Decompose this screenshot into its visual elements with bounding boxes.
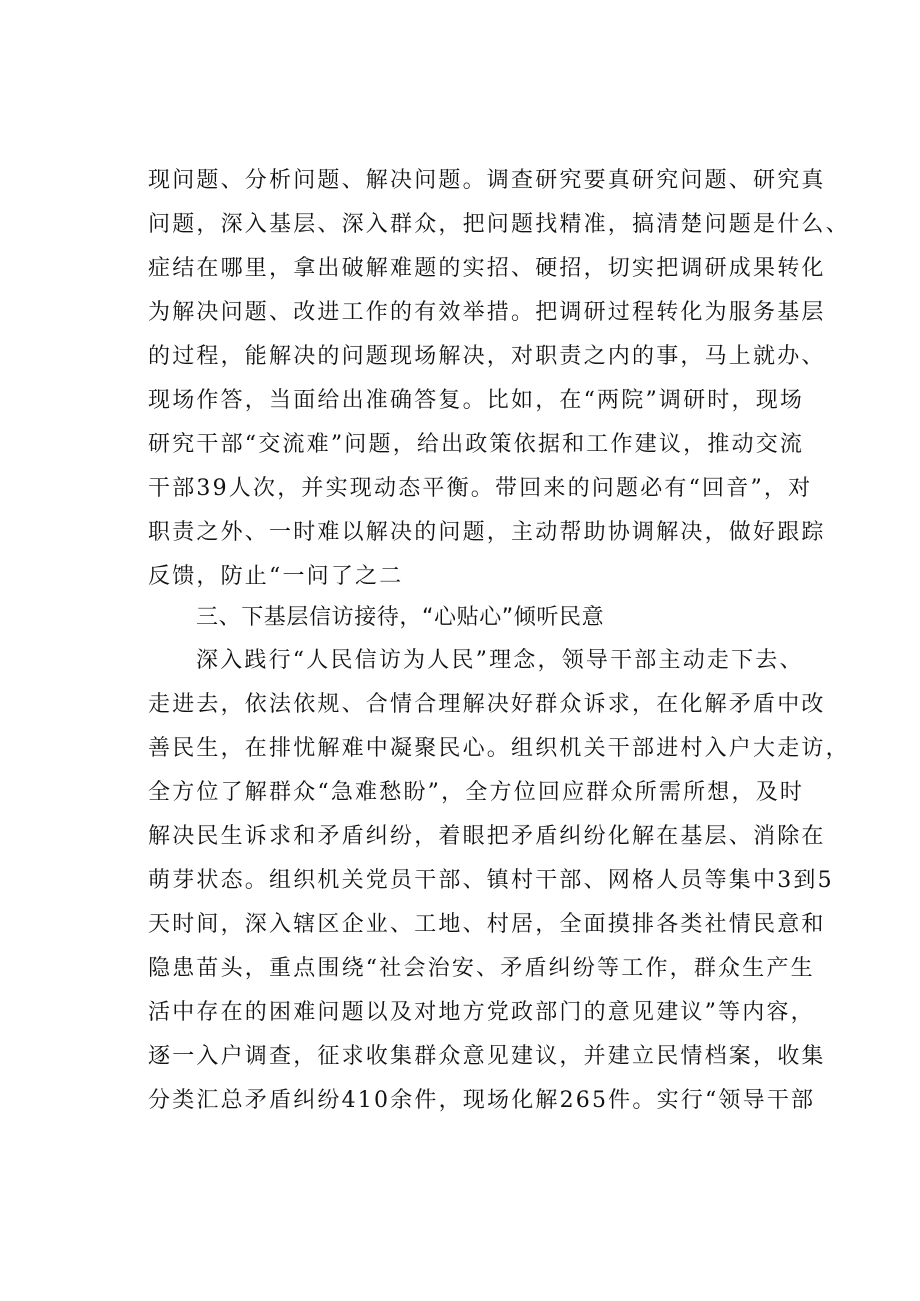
paragraph-line: 萌芽状态。组织机关党员干部、镇村干部、网格人员等集中3到5 — [148, 868, 834, 893]
paragraph-line: 解决民生诉求和矛盾纠纷，着眼把矛盾纠纷化解在基层、消除在 — [148, 824, 826, 849]
paragraph-line: 深入践行“人民信访为人民”理念，领导干部主动走下去、 — [196, 648, 804, 673]
paragraph-line: 现场作答，当面给出准确答复。比如，在“两院”调研时，现场 — [148, 388, 805, 413]
paragraph-line: 天时间，深入辖区企业、工地、村居，全面摸排各类社情民意和 — [148, 912, 826, 937]
paragraph-line: 善民生，在排忧解难中凝聚民心。组织机关干部进村入户大走访， — [148, 736, 850, 761]
paragraph-line: 为解决问题、改进工作的有效举措。把调研过程转化为服务基层 — [148, 300, 826, 325]
paragraph-line: 职责之外、一时难以解决的问题，主动帮助协调解决，做好跟踪 — [148, 520, 826, 545]
paragraph-line: 现问题、分析问题、解决问题。调查研究要真研究问题、研究真 — [148, 168, 826, 193]
paragraph-line: 全方位了解群众“急难愁盼”，全方位回应群众所需所想，及时 — [148, 780, 805, 805]
paragraph-line: 反馈，防止“一问了之二 — [148, 564, 404, 589]
paragraph-line: 干部39人次，并实现动态平衡。带回来的问题必有“回音”，对 — [148, 476, 813, 501]
paragraph-line: 活中存在的困难问题以及对地方党政部门的意见建议”等内容， — [148, 1000, 815, 1025]
paragraph-line: 走进去，依法依规、合情合理解决好群众诉求，在化解矛盾中改 — [148, 692, 826, 717]
paragraph-line: 的过程，能解决的问题现场解决，对职责之内的事，马上就办、 — [148, 344, 826, 369]
paragraph-line: 研究干部“交流难”问题，给出政策依据和工作建议，推动交流 — [148, 432, 805, 457]
paragraph-line: 逐一入户调查，征求收集群众意见建议，并建立民情档案，收集 — [148, 1044, 826, 1069]
paragraph-line: 分类汇总矛盾纠纷410余件，现场化解265件。实行“领导干部 — [148, 1088, 816, 1113]
paragraph-line: 隐患苗头，重点围绕“社会治安、矛盾纠纷等工作，群众生产生 — [148, 956, 815, 981]
section-heading: 三、下基层信访接待，“心贴心”倾听民意 — [196, 605, 605, 630]
paragraph-line: 问题，深入基层、深入群众，把问题找精准，搞清楚问题是什么、 — [148, 212, 850, 237]
paragraph-line: 症结在哪里，拿出破解难题的实招、硬招，切实把调研成果转化 — [148, 256, 826, 281]
